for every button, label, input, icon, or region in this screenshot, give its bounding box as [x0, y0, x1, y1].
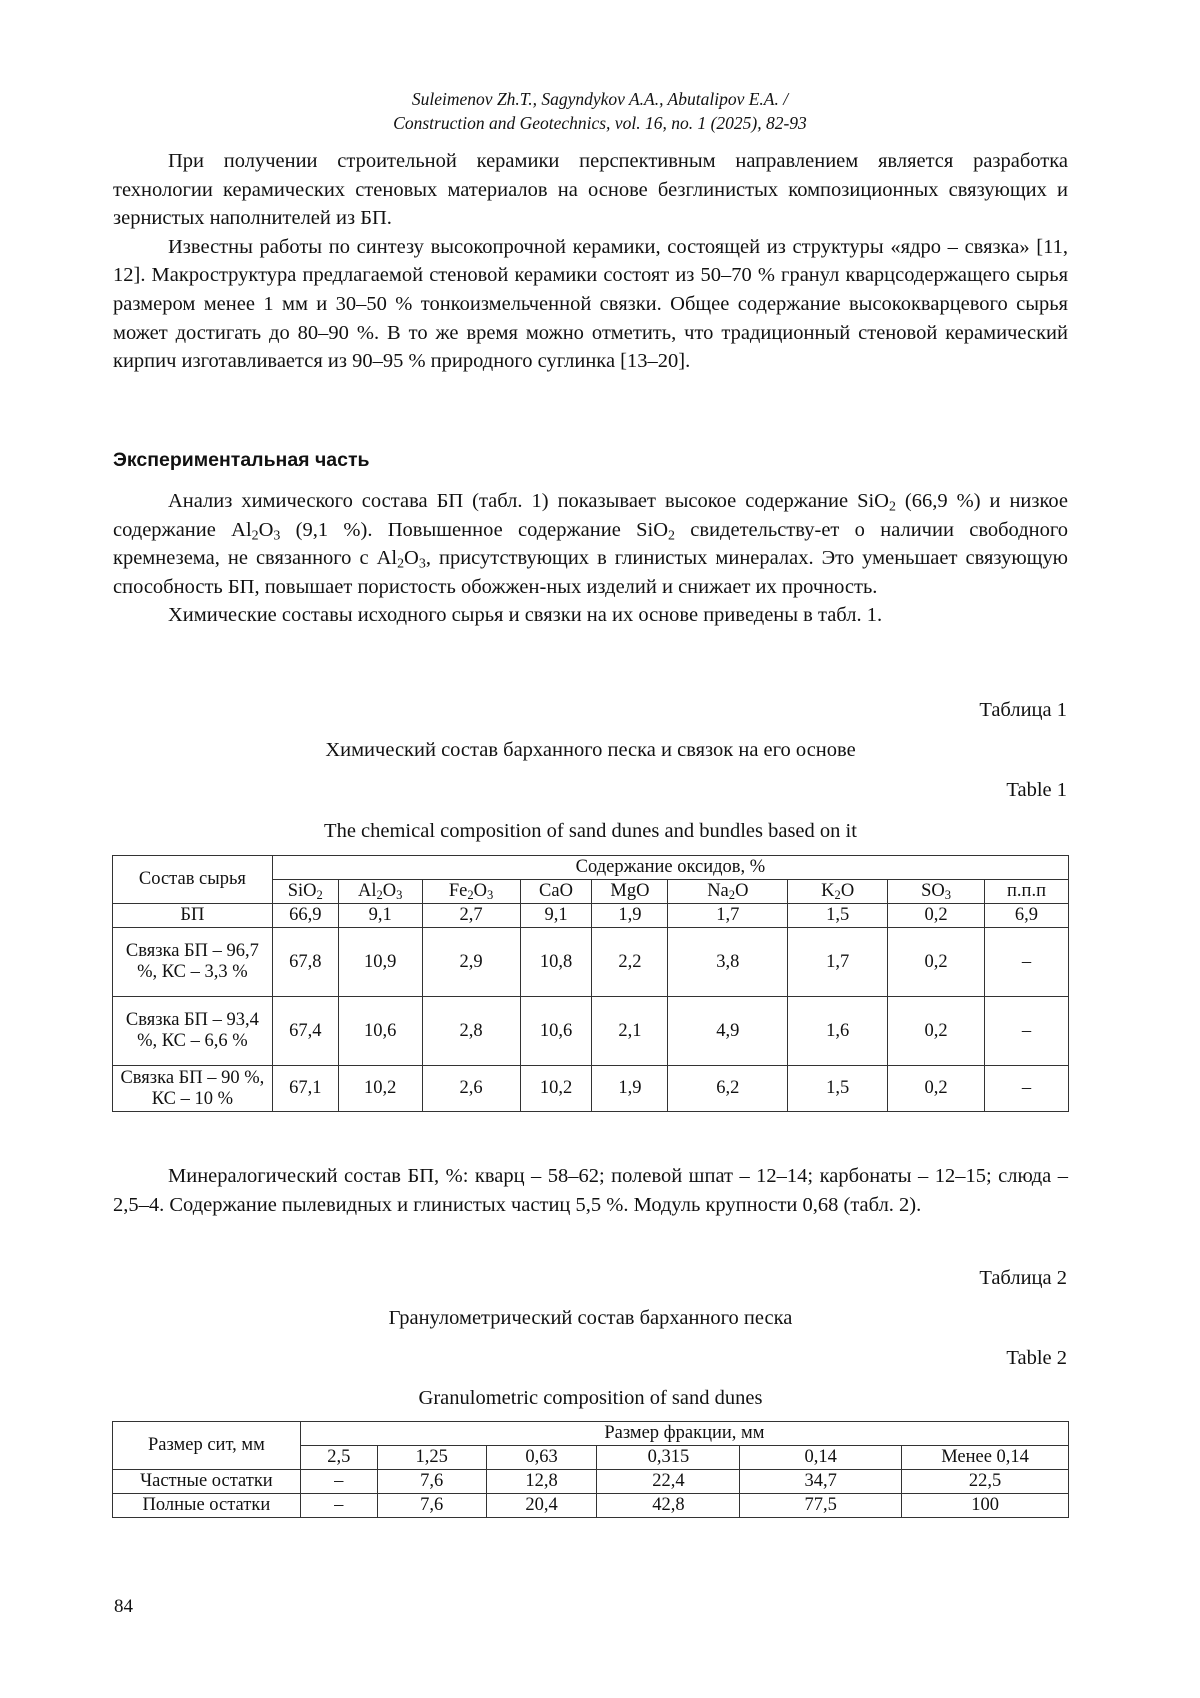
subscript: 2	[376, 888, 383, 903]
header-authors: Suleimenov Zh.T., Sagyndykov A.A., Abutalipov E.A. /	[411, 89, 789, 109]
row-label-cell: Частные остатки	[113, 1470, 301, 1494]
section-heading: Экспериментальная часть	[113, 449, 370, 471]
table-row	[113, 1494, 1069, 1518]
table1-title-en: The chemical composition of sand dunes and bundles based on it	[324, 820, 857, 842]
table-cell: 22,4	[597, 1470, 740, 1494]
row-label-cell: Связка БП – 90 %, КС – 10 %	[113, 1066, 273, 1112]
table1-label-ru: Таблица 1	[979, 699, 1067, 721]
table-cell: 0,2	[888, 997, 985, 1066]
table-cell: 6,2	[668, 1066, 788, 1112]
table-cell: 10,6	[338, 997, 422, 1066]
table-cell: –	[300, 1470, 377, 1494]
table-cell: 2,2	[592, 928, 668, 997]
text-run: MgO	[610, 881, 650, 901]
table-cell: 77,5	[740, 1494, 902, 1518]
table2-label-ru: Таблица 2	[979, 1267, 1067, 1289]
text-run: O	[382, 881, 397, 901]
table-cell: 22,5	[902, 1470, 1069, 1494]
table-cell: 1,9	[592, 904, 668, 928]
table-cell: 1,6	[788, 997, 888, 1066]
table-cell: 10,2	[520, 1066, 592, 1112]
table-cell: 1,5	[788, 1066, 888, 1112]
text-run: SiO	[287, 881, 317, 901]
text-run: SO	[921, 881, 945, 901]
table-cell: 1,7	[788, 928, 888, 997]
subscript: 2	[251, 528, 259, 544]
mineral-section	[113, 1162, 1068, 1219]
table-cell: –	[300, 1494, 377, 1518]
column-header-cell: 0,14	[740, 1446, 902, 1470]
table-chemical-composition	[112, 855, 1069, 1112]
text-run: (66,9 %) и низкое содержание Al	[113, 490, 1069, 541]
subscript: 2	[834, 888, 841, 903]
column-header-cell	[788, 880, 888, 904]
table1-label-en: Table 1	[1006, 779, 1067, 801]
column-header-cell	[422, 880, 520, 904]
row-label-cell: БП	[113, 904, 273, 928]
paragraph-table-ref: Химические составы исходного сырья и связки на их основе приведены в табл. 1.	[168, 604, 883, 627]
table-cell: 67,4	[272, 997, 338, 1066]
column-header-cell	[592, 880, 668, 904]
table-row	[113, 1470, 1069, 1494]
table-granulometric-composition	[112, 1421, 1069, 1518]
table1-title-ru: Химический состав барханного песка и связок на его основе	[325, 739, 856, 761]
column-header-cell	[272, 880, 338, 904]
text-run: K	[821, 881, 835, 901]
column-header-cell: 0,315	[597, 1446, 740, 1470]
table-cell: 9,1	[520, 904, 592, 928]
table-cell: 67,1	[272, 1066, 338, 1112]
table-cell: 2,6	[422, 1066, 520, 1112]
subscript: 3	[273, 528, 281, 544]
row-label-cell: Связка БП – 96,7 %, КС – 3,3 %	[113, 928, 273, 997]
text-run: , присутствующих в глинистых минералах. Это уменьшает связующую способность БП, повышает пористость обожжен-ных изделий и снижает их прочность.	[113, 547, 1068, 598]
column-header-cell: 1,25	[377, 1446, 486, 1470]
table2-title-en: Granulometric composition of sand dunes	[418, 1387, 763, 1409]
column-header-cell: Менее 0,14	[902, 1446, 1069, 1470]
table-cell: 2,8	[422, 997, 520, 1066]
text-run: Na	[707, 881, 729, 901]
column-header-cell: 0,63	[486, 1446, 597, 1470]
subscript: 2	[397, 556, 405, 572]
table-cell: 7,6	[377, 1470, 486, 1494]
table-cell: 1,7	[668, 904, 788, 928]
table-cell: 4,9	[668, 997, 788, 1066]
paragraph-intro-1: При получении строительной керамики перспективным направлением является разработка технологии керамических стеновых материалов на основе безглинистых композиционных связующих и зернистых наполнителей из БП.	[113, 150, 1068, 230]
table-header-row	[113, 856, 1069, 880]
running-header	[0, 87, 1200, 135]
text-run: Анализ химического состава БП (табл. 1) показывает высокое содержание SiO	[168, 490, 889, 512]
table-cell: 67,8	[272, 928, 338, 997]
table-cell: –	[984, 1066, 1068, 1112]
table-cell: 0,2	[888, 928, 985, 997]
table-cell: 10,2	[338, 1066, 422, 1112]
text-run: Fe	[448, 881, 468, 901]
text-run: O	[473, 881, 488, 901]
text-run: свидетельству-ет о наличии свободного кремнезема, не связанного с Al	[113, 518, 1068, 570]
subscript: 3	[396, 888, 403, 903]
table-cell: 2,7	[422, 904, 520, 928]
table-cell: –	[984, 997, 1068, 1066]
text-run: Al	[357, 881, 377, 901]
paragraph-mineral: Минералогический состав БП, %: кварц – 58–62; полевой шпат – 12–14; карбонаты – 12–15; слюда – 2,5–4. Содержание пылевидных и глинистых частиц 5,5 %. Модуль крупности 0,68 (табл. 2).	[113, 1165, 1068, 1216]
group-header-cell: Размер фракции, мм	[300, 1422, 1068, 1446]
table-cell: 10,9	[338, 928, 422, 997]
table-cell: 20,4	[486, 1494, 597, 1518]
paragraph-intro-2: Известны работы по синтезу высокопрочной керамики, состоящей из структуры «ядро – связка» [11, 12]. Макроструктура предлагаемой стеновой керамики состоят из 50–70 % гранул кварцсодержащего сырья размером менее 1 мм и 30–50 % тонкоизмельченной связки. Общее содержание высококварцевого сырья может достигать до 80–90 %. В то же время можно отметить, что традиционный стеновой керамический кирпич изготавливается из 90–95 % природного суглинка [13–20].	[113, 235, 1068, 373]
table-cell: 7,6	[377, 1494, 486, 1518]
table-cell: 42,8	[597, 1494, 740, 1518]
subscript: 2	[728, 888, 736, 903]
text-run: п.п.п	[1007, 881, 1046, 901]
table-row	[113, 1066, 1069, 1112]
table-cell: 66,9	[272, 904, 338, 928]
row-header-cell: Состав сырья	[113, 856, 273, 904]
table-row	[113, 904, 1069, 928]
table-row	[113, 997, 1069, 1066]
table-header-row	[113, 1422, 1069, 1446]
subscript: 2	[467, 888, 474, 903]
header-journal: Construction and Geotechnics, vol. 16, no. 1 (2025), 82-93	[393, 113, 807, 133]
column-header-cell	[984, 880, 1068, 904]
table-cell: 34,7	[740, 1470, 902, 1494]
intro-section	[113, 147, 1068, 376]
row-label-cell: Полные остатки	[113, 1494, 301, 1518]
table-cell: 0,2	[888, 904, 985, 928]
column-header-cell	[338, 880, 422, 904]
subscript: 2	[668, 528, 675, 544]
table-cell: 10,8	[520, 928, 592, 997]
table-cell: 12,8	[486, 1470, 597, 1494]
text-run: O	[735, 881, 749, 901]
subscript: 3	[418, 556, 426, 572]
row-header-cell: Размер сит, мм	[113, 1422, 301, 1470]
analysis-section	[113, 487, 1068, 630]
table-cell: 100	[902, 1494, 1069, 1518]
column-header-cell: 2,5	[300, 1446, 377, 1470]
text-run: O	[404, 547, 419, 570]
column-header-cell	[668, 880, 788, 904]
column-header-cell	[520, 880, 592, 904]
table2-title-ru: Гранулометрический состав барханного песка	[388, 1307, 793, 1329]
table-cell: 3,8	[668, 928, 788, 997]
table-cell: 1,9	[592, 1066, 668, 1112]
table-cell: 2,9	[422, 928, 520, 997]
page-number: 84	[114, 1596, 133, 1617]
table-row	[113, 928, 1069, 997]
row-label-cell: Связка БП – 93,4 %, КС – 6,6 %	[113, 997, 273, 1066]
text-run: (9,1 %). Повышенное содержание SiO	[280, 518, 669, 541]
table-cell: 10,6	[520, 997, 592, 1066]
table-cell: 9,1	[338, 904, 422, 928]
group-header-cell: Содержание оксидов, %	[272, 856, 1068, 880]
table-cell: 0,2	[888, 1066, 985, 1112]
subscript: 2	[888, 499, 896, 515]
table-cell: 1,5	[788, 904, 888, 928]
text-run: O	[258, 518, 274, 541]
column-header-cell	[888, 880, 985, 904]
table-cell: 2,1	[592, 997, 668, 1066]
paragraph-analysis	[113, 487, 1068, 601]
text-run: O	[840, 881, 855, 901]
table2-label-en: Table 2	[1006, 1347, 1067, 1369]
subscript: 2	[316, 888, 323, 903]
subscript: 3	[487, 888, 494, 903]
subscript: 3	[944, 888, 952, 903]
text-run: CaO	[539, 881, 573, 901]
table-cell: 6,9	[984, 904, 1068, 928]
table-cell: –	[984, 928, 1068, 997]
